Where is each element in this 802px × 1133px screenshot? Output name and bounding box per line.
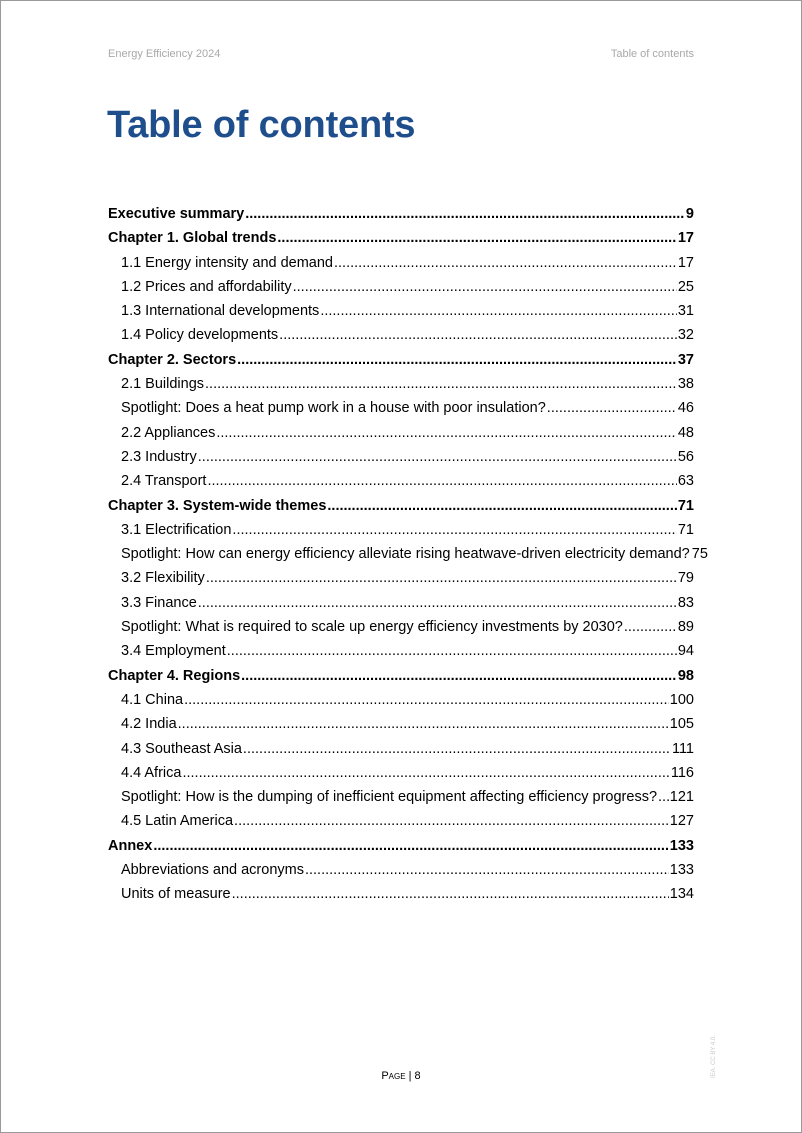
toc-dot-leader xyxy=(216,421,677,445)
toc-dot-leader xyxy=(184,688,669,712)
toc-dot-leader xyxy=(658,785,669,809)
toc-entry-page-number: 46 xyxy=(677,400,694,417)
toc-entry-label: 4.5 Latin America xyxy=(121,813,234,830)
toc-entry-page-number: 48 xyxy=(677,424,694,441)
license-text: IEA. CC BY 4.0. xyxy=(711,1035,717,1078)
toc-entry-label: Chapter 4. Regions xyxy=(108,667,241,684)
toc-dot-leader xyxy=(334,251,677,275)
toc-entry-label: Chapter 3. System-wide themes xyxy=(108,497,327,514)
toc-entry-page-number: 56 xyxy=(677,448,694,465)
toc-entry-label: Spotlight: How is the dumping of inefficient equipment affecting efficiency progress? xyxy=(121,789,658,806)
toc-entry-label: 1.4 Policy developments xyxy=(121,327,279,344)
toc-entry-label: 4.3 Southeast Asia xyxy=(121,740,242,757)
toc-entry-page-number: 25 xyxy=(677,278,694,295)
toc-entry-page-number: 71 xyxy=(677,497,694,514)
toc-entry-page-number: 94 xyxy=(677,643,694,660)
toc-entry-page-number: 134 xyxy=(669,886,694,903)
toc-entry-page-number: 17 xyxy=(677,230,694,247)
toc-entry-label: 3.2 Flexibility xyxy=(121,570,205,587)
toc-dot-leader xyxy=(198,591,677,615)
toc-entry-page-number: 79 xyxy=(677,570,694,587)
toc-entry-page-number: 37 xyxy=(677,351,694,368)
toc-entry-label: 2.3 Industry xyxy=(121,448,197,465)
toc-dot-leader xyxy=(178,712,669,736)
toc-dot-leader xyxy=(320,299,677,323)
toc-section-entry[interactable] xyxy=(108,809,694,833)
toc-dot-leader xyxy=(547,396,677,420)
table-of-contents xyxy=(108,202,708,907)
toc-entry-label: Spotlight: Does a heat pump work in a house with poor insulation? xyxy=(121,400,546,417)
toc-entry-page-number: 127 xyxy=(669,813,694,830)
toc-entry-page-number: 116 xyxy=(670,764,694,781)
toc-entry-label: 4.4 Africa xyxy=(121,764,182,781)
toc-entry-page-number: 63 xyxy=(677,473,694,490)
toc-entry-page-number: 111 xyxy=(671,740,694,757)
toc-section-entry[interactable] xyxy=(108,761,694,785)
toc-section-entry[interactable] xyxy=(108,858,694,882)
toc-section-entry[interactable] xyxy=(108,372,694,396)
toc-dot-leader xyxy=(277,226,676,250)
toc-dot-leader xyxy=(241,664,677,688)
toc-dot-leader xyxy=(232,518,676,542)
toc-section-entry[interactable] xyxy=(108,591,694,615)
toc-chapter-entry[interactable] xyxy=(108,834,694,858)
toc-entry-page-number: 133 xyxy=(669,837,694,854)
toc-section-entry[interactable] xyxy=(108,785,694,809)
toc-entry-label: 4.1 China xyxy=(121,691,184,708)
running-header-section: Table of contents xyxy=(610,48,694,60)
toc-dot-leader xyxy=(327,494,676,518)
toc-section-entry[interactable] xyxy=(108,396,694,420)
toc-entry-label: 1.3 International developments xyxy=(121,303,320,320)
toc-section-entry[interactable] xyxy=(108,445,694,469)
toc-dot-leader xyxy=(279,323,677,347)
toc-section-entry[interactable] xyxy=(108,712,694,736)
toc-entry-page-number: 31 xyxy=(677,303,694,320)
toc-dot-leader xyxy=(245,202,685,226)
toc-entry-label: Annex xyxy=(108,837,153,854)
toc-entry-label: Chapter 1. Global trends xyxy=(108,230,277,247)
toc-dot-leader xyxy=(198,445,677,469)
toc-entry-label: Abbreviations and acronyms xyxy=(121,862,304,879)
toc-section-entry[interactable] xyxy=(108,275,694,299)
toc-dot-leader xyxy=(293,275,677,299)
toc-entry-label: 1.1 Energy intensity and demand xyxy=(121,254,333,271)
toc-entry-label: Spotlight: What is required to scale up energy efficiency investments by 2030? xyxy=(121,619,623,636)
toc-entry-label: Chapter 2. Sectors xyxy=(108,351,237,368)
toc-entry-label: 2.1 Buildings xyxy=(121,376,205,393)
toc-entry-label: 2.2 Appliances xyxy=(121,424,216,441)
footer-page-number: 8 xyxy=(414,1070,421,1082)
toc-section-entry[interactable] xyxy=(108,615,694,639)
toc-section-entry[interactable] xyxy=(108,688,694,712)
toc-dot-leader xyxy=(153,834,668,858)
toc-entry-label: 3.1 Electrification xyxy=(121,521,232,538)
toc-section-entry[interactable] xyxy=(108,469,694,493)
toc-entry-page-number: 38 xyxy=(677,376,694,393)
running-header-title: Energy Efficiency 2024 xyxy=(108,48,221,60)
toc-dot-leader xyxy=(205,372,677,396)
toc-entry-page-number: 100 xyxy=(669,691,694,708)
toc-section-entry[interactable] xyxy=(108,421,694,445)
toc-entry-label: 3.4 Employment xyxy=(121,643,226,660)
toc-chapter-entry[interactable] xyxy=(108,348,694,372)
toc-entry-page-number: 83 xyxy=(677,594,694,611)
toc-chapter-entry[interactable] xyxy=(108,202,694,226)
toc-dot-leader xyxy=(624,615,677,639)
toc-section-entry[interactable] xyxy=(108,542,708,566)
toc-chapter-entry[interactable] xyxy=(108,226,694,250)
toc-entry-label: 2.4 Transport xyxy=(121,473,207,490)
footer-page-label: Page xyxy=(381,1070,406,1082)
toc-entry-label: 4.2 India xyxy=(121,716,177,733)
toc-entry-page-number: 9 xyxy=(685,206,694,222)
toc-dot-leader xyxy=(234,809,669,833)
toc-entry-page-number: 75 xyxy=(691,546,708,563)
toc-dot-leader xyxy=(206,566,677,590)
page-title: Table of contents xyxy=(107,104,416,146)
toc-dot-leader xyxy=(237,348,677,372)
toc-entry-page-number: 71 xyxy=(677,521,694,538)
toc-section-entry[interactable] xyxy=(108,251,694,275)
footer-separator: | xyxy=(408,1070,412,1082)
toc-section-entry[interactable] xyxy=(108,299,694,323)
license-note xyxy=(705,1020,725,1080)
toc-entry-label: Units of measure xyxy=(121,886,231,903)
toc-dot-leader xyxy=(207,469,676,493)
toc-entry-label: Spotlight: How can energy efficiency alleviate rising heatwave-driven electricity demand? xyxy=(121,546,690,563)
toc-entry-page-number: 98 xyxy=(677,667,694,684)
toc-dot-leader xyxy=(305,858,669,882)
toc-section-entry[interactable] xyxy=(108,323,694,347)
toc-entry-page-number: 32 xyxy=(677,327,694,344)
toc-section-entry[interactable] xyxy=(108,882,694,906)
toc-chapter-entry[interactable] xyxy=(108,494,694,518)
toc-dot-leader xyxy=(232,882,669,906)
toc-dot-leader xyxy=(227,639,677,663)
toc-dot-leader xyxy=(182,761,669,785)
toc-section-entry[interactable] xyxy=(108,737,694,761)
toc-entry-page-number: 121 xyxy=(669,789,694,806)
toc-section-entry[interactable] xyxy=(108,518,694,542)
toc-entry-page-number: 89 xyxy=(677,619,694,636)
toc-dot-leader xyxy=(243,737,671,761)
toc-entry-label: Executive summary xyxy=(108,206,245,222)
toc-section-entry[interactable] xyxy=(108,639,694,663)
page-footer xyxy=(0,1070,802,1082)
toc-section-entry[interactable] xyxy=(108,566,694,590)
toc-entry-label: 1.2 Prices and affordability xyxy=(121,278,292,295)
toc-entry-page-number: 17 xyxy=(677,254,694,271)
toc-entry-label: 3.3 Finance xyxy=(121,594,197,611)
toc-chapter-entry[interactable] xyxy=(108,664,694,688)
toc-entry-page-number: 133 xyxy=(669,862,694,879)
toc-entry-page-number: 105 xyxy=(669,716,694,733)
